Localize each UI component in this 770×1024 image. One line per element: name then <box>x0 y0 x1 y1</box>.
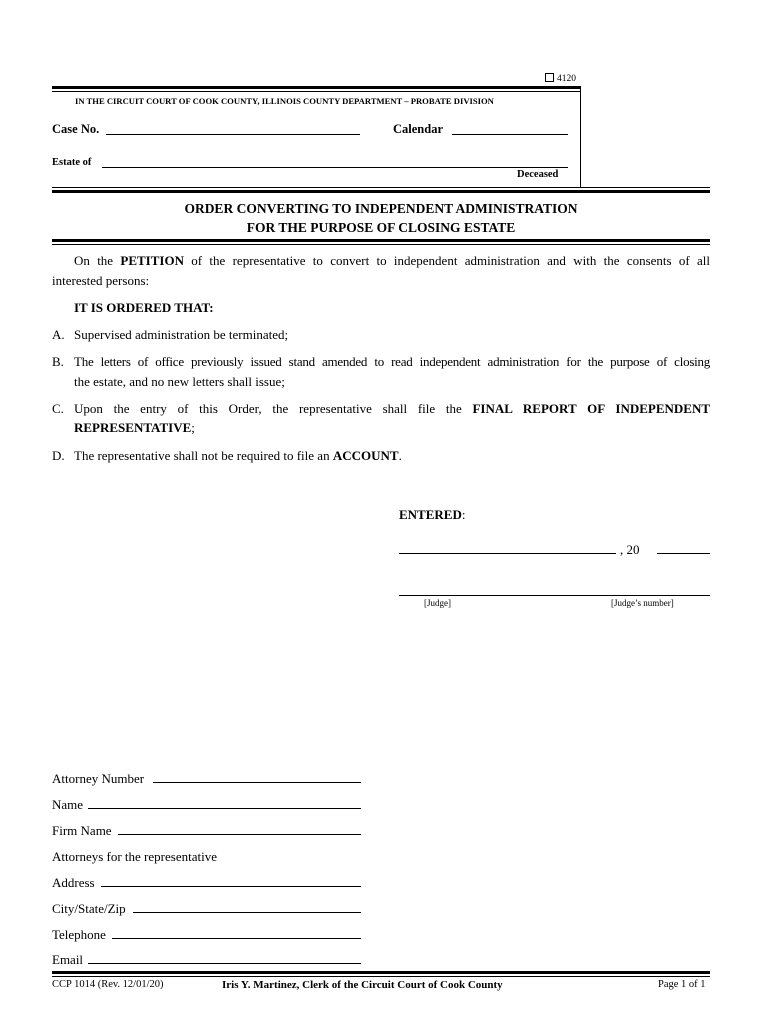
telephone-field[interactable] <box>112 938 361 939</box>
title-bottom-rule-thin <box>52 244 710 245</box>
attorney-number-label: Attorney Number <box>52 771 145 786</box>
calendar-label: Calendar <box>393 122 443 136</box>
item-a-text: Supervised administration be terminated; <box>74 327 289 342</box>
entered-date-field[interactable] <box>399 553 616 554</box>
item-d-letter: D. <box>52 448 65 463</box>
intro-line-2: interested persons: <box>52 273 150 288</box>
footer-form-id: CCP 1014 (Rev. 12/01/20) <box>52 979 164 990</box>
header-right-border <box>580 86 581 188</box>
title-line-2: FOR THE PURPOSE OF CLOSING ESTATE <box>246 220 516 235</box>
footer-rule <box>52 971 710 974</box>
item-b-line-2: the estate, and no new letters shall issue; <box>74 374 285 389</box>
intro-line-1: On the PETITION of the representative to convert to independent administration and with the consents of all <box>74 253 711 268</box>
entered-label: ENTERED: <box>399 507 466 522</box>
address-label: Address <box>52 875 95 890</box>
item-a-letter: A. <box>52 327 65 342</box>
case-no-label: Case No. <box>52 122 100 136</box>
name-label: Name <box>52 797 84 812</box>
attorneys-for-label: Attorneys for the representative <box>52 849 217 864</box>
firm-name-field[interactable] <box>118 834 361 835</box>
judge-number-label: [Judge’s number] <box>611 598 674 608</box>
page-title <box>52 199 710 237</box>
ordered-heading: IT IS ORDERED THAT: <box>74 300 214 315</box>
attorney-number-field[interactable] <box>153 782 361 783</box>
judge-signature-field[interactable] <box>399 595 710 596</box>
footer-rule-thin <box>52 976 710 977</box>
email-label: Email <box>52 952 84 967</box>
address-field[interactable] <box>101 886 361 887</box>
city-state-zip-field[interactable] <box>133 912 361 913</box>
estate-of-field[interactable] <box>102 167 568 168</box>
footer-clerk: Iris Y. Martinez, Clerk of the Circuit Court of Cook County <box>222 979 503 991</box>
telephone-label: Telephone <box>52 927 106 942</box>
email-field[interactable] <box>88 963 361 964</box>
item-d-text: The representative shall not be required to file an ACCOUNT. <box>74 448 402 463</box>
title-line-1: ORDER CONVERTING TO INDEPENDENT ADMINISTRATION <box>184 201 578 216</box>
entered-year-field[interactable] <box>657 553 710 554</box>
footer-page: Page 1 of 1 <box>658 979 706 990</box>
deceased-label: Deceased <box>517 169 559 180</box>
header-top-rule <box>52 86 581 89</box>
name-field[interactable] <box>88 808 361 809</box>
header-bottom-rule <box>52 190 710 193</box>
firm-name-label: Firm Name <box>52 823 112 838</box>
case-no-field[interactable] <box>106 134 360 135</box>
city-state-zip-label: City/State/Zip <box>52 901 126 916</box>
title-bottom-rule <box>52 239 710 242</box>
header-bottom-rule-thin <box>52 187 710 188</box>
checkbox-icon[interactable] <box>545 73 554 82</box>
estate-of-label: Estate of <box>52 157 92 168</box>
item-c-line-2: REPRESENTATIVE; <box>74 420 195 435</box>
form-code: 4120 <box>545 73 576 84</box>
item-c-letter: C. <box>52 401 64 416</box>
court-line: IN THE CIRCUIT COURT OF COOK COUNTY, ILLINOIS COUNTY DEPARTMENT – PROBATE DIVISION <box>75 96 494 106</box>
calendar-field[interactable] <box>452 134 568 135</box>
item-b-line-1: The letters of office previously issued stand amended to read independent administration for the purpose of closing <box>74 354 710 369</box>
judge-label: [Judge] <box>424 598 451 608</box>
header-top-rule-thin <box>52 91 581 92</box>
year-prefix: , 20 <box>620 542 640 557</box>
item-c-line-1: Upon the entry of this Order, the representative shall file the FINAL REPORT OF INDEPENDENT <box>74 401 711 416</box>
item-b-letter: B. <box>52 354 64 369</box>
